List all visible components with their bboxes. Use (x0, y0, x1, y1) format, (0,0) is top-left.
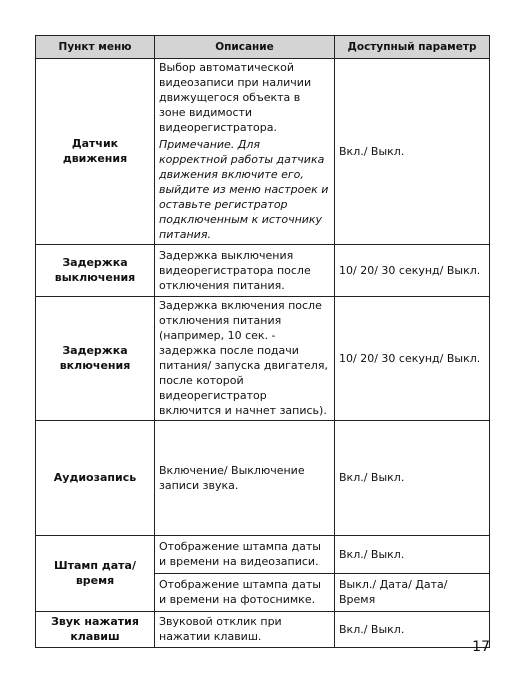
item-label: Датчик движения (62, 137, 128, 165)
table-row (36, 536, 490, 574)
row-desc-off-delay: Задержка выключения видеорегистратора после отключения питания. (155, 245, 335, 297)
table-row (36, 421, 490, 536)
row-param-stamp-video: Вкл./ Выкл. (335, 536, 490, 574)
row-item-off-delay: Задержка выключения (36, 245, 155, 297)
row-param-off-delay: 10/ 20/ 30 секунд/ Выкл. (335, 245, 490, 297)
row-param-on-delay: 10/ 20/ 30 секунд/ Выкл. (335, 297, 490, 421)
row-desc-stamp-photo: Отображение штампа даты и времени на фотоснимке. (155, 574, 335, 612)
note-text: Примечание. Для корректной работы датчика движения включите его, выйдите из меню настроек и оставьте регистратор подключенным к источнику питания. (159, 138, 329, 241)
row-param-motion: Вкл./ Выкл. (335, 59, 490, 245)
row-param-audio: Вкл./ Выкл. (335, 421, 490, 536)
table-row (36, 59, 490, 245)
row-param-stamp-photo: Выкл./ Дата/ Дата/ Время (335, 574, 490, 612)
row-desc-on-delay: Задержка включения после отключения питания (например, 10 сек. - задержка после подачи питания/ запуска двигателя, после которой видеорегистратор включится и начнет запись). (155, 297, 335, 421)
page-number: 17 (472, 639, 490, 655)
row-desc-motion (155, 59, 335, 245)
row-item-audio: Аудиозапись (36, 421, 155, 536)
row-param-keys: Вкл./ Выкл. (335, 612, 490, 648)
table-row (36, 297, 490, 421)
row-item-on-delay: Задержка включения (36, 297, 155, 421)
header-menu-item: Пункт меню (36, 36, 155, 59)
settings-table (35, 35, 490, 648)
row-desc-audio: Включение/ Выключение записи звука. (155, 421, 335, 536)
row-item-motion (36, 59, 155, 245)
table-row (36, 612, 490, 648)
table-row (36, 245, 490, 297)
header-description: Описание (155, 36, 335, 59)
header-parameter: Доступный параметр (335, 36, 490, 59)
row-desc-stamp-video: Отображение штампа даты и времени на видеозаписи. (155, 536, 335, 574)
desc-text: Выбор автоматической видеозаписи при наличии движущегося объекта в зоне видимости видеорегистратора. (159, 61, 312, 134)
row-item-keys: Звук нажатия клавиш (36, 612, 155, 648)
table-header-row (36, 36, 490, 59)
row-item-stamp: Штамп дата/ время (36, 536, 155, 612)
row-desc-keys: Звуковой отклик при нажатии клавиш. (155, 612, 335, 648)
